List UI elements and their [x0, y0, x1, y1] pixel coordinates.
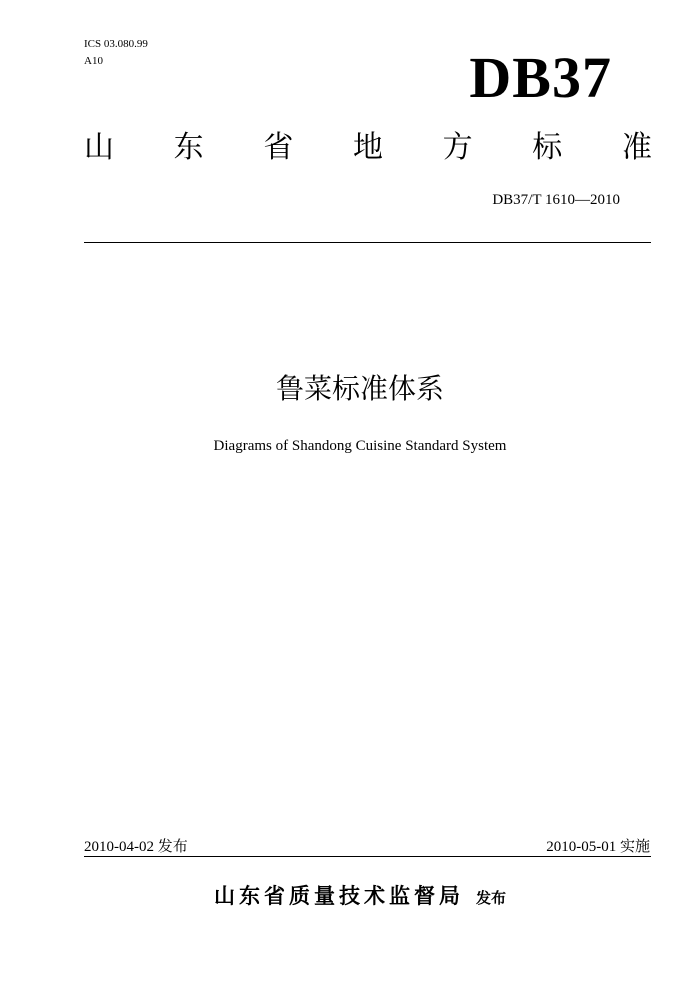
implementation-date [546, 836, 650, 857]
standard-type-char: 省 [263, 130, 294, 165]
implementation-date-value: 2010-05-01 [546, 839, 617, 855]
bottom-divider [84, 856, 651, 857]
standard-type-char: 地 [352, 130, 383, 165]
issue-date-value: 2010-04-02 [84, 839, 154, 855]
publisher-suffix: 发布 [475, 889, 506, 907]
standard-logo: DB37 [469, 45, 612, 110]
standard-type-char: 方 [442, 130, 473, 165]
top-divider [84, 242, 651, 243]
standard-type-heading [84, 128, 652, 168]
standard-type-char: 标 [532, 130, 563, 165]
standard-type-char: 东 [173, 130, 204, 165]
issue-date [84, 836, 188, 857]
standard-number: DB37/T 1610—2010 [492, 192, 620, 208]
publisher-name: 山东省质量技术监督局 [213, 884, 464, 908]
standard-type-char: 山 [84, 130, 114, 165]
implementation-date-label: 实施 [619, 837, 650, 855]
issue-date-label: 发布 [157, 837, 188, 855]
document-title-english: Diagrams of Shandong Cuisine Standard System [213, 438, 507, 454]
publisher [0, 880, 700, 914]
document-title-chinese: 鲁菜标准体系 [275, 372, 444, 405]
classification-code: A10 [84, 55, 103, 67]
ics-code: ICS 03.080.99 [84, 38, 148, 50]
standard-type-char: 准 [621, 130, 652, 165]
